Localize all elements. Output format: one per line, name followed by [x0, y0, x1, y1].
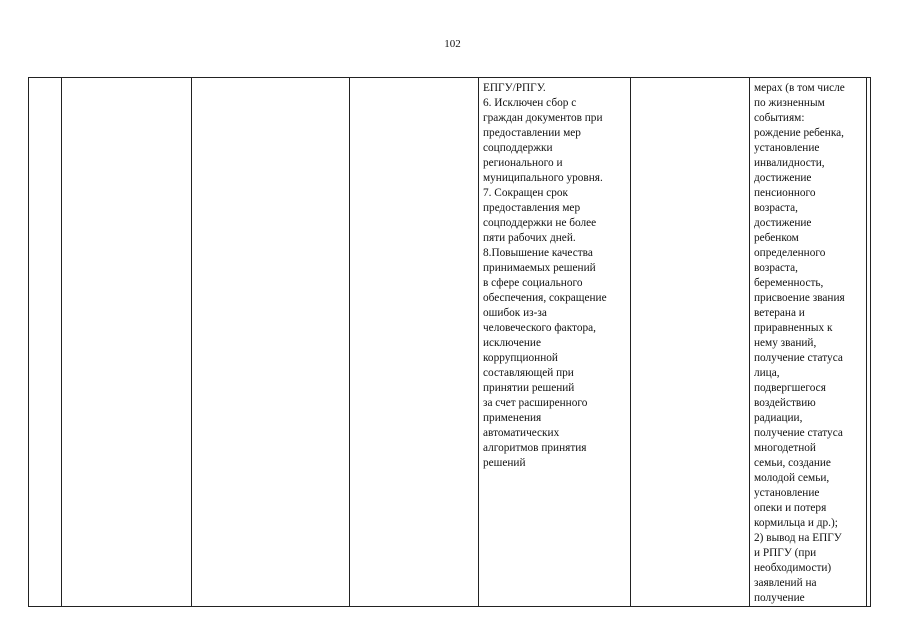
cell-text — [350, 78, 478, 81]
table-cell-col4 — [350, 78, 479, 607]
table-cell-col2 — [62, 78, 192, 607]
cell-text — [29, 78, 61, 81]
cell-text — [62, 78, 191, 81]
table-row — [29, 78, 871, 607]
table-cell-col5 — [479, 78, 631, 607]
cell-text: ЕПГУ/РПГУ. 6. Исключен сбор с граждан документов при предоставлении мер соцподдержки регионального и муниципального уровня. 7. Сокращен срок предоставления мер соцподдержки не более пяти рабочих дней. 8.Повышение качества принимаемых решений в сфере социального обеспечения, сокращение ошибок из-за человеческого фактора, исключение коррупционной составляющей при принятии решений за счет расширенного применения автоматических алгоритмов принятия решений — [483, 82, 607, 469]
document-table — [28, 77, 871, 607]
table-cell-col7 — [750, 78, 867, 607]
table-cell-col6 — [631, 78, 750, 607]
page-number: 102 — [444, 38, 461, 50]
cell-text — [867, 78, 874, 81]
table-cell-col3 — [192, 78, 350, 607]
cell-text — [631, 78, 749, 81]
cell-text — [192, 78, 349, 81]
cell-text: мерах (в том числе по жизненным событиям: рождение ребенка, установление инвалидности, достижение пенсионного возраста, достижение ребенком определенного возраста, беременность, присвоение звания ветерана и приравненных к нему званий, получение статуса лица, подвергшегося воздействию радиации, получение статуса многодетной семьи, создание молодой семьи, установление опеки и потеря кормильца и др.); 2) вывод на ЕПГУ и РПГУ (при необходимости) заявлений на получение — [754, 82, 845, 604]
table-cell-col1 — [29, 78, 62, 607]
table-cell-col8 — [867, 78, 871, 607]
